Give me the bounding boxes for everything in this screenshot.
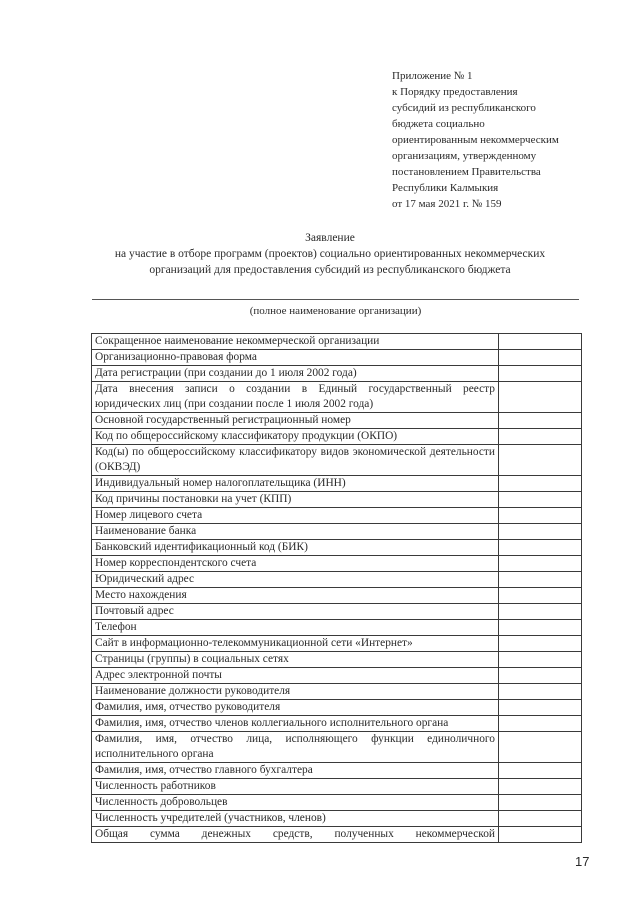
row-label: Фамилия, имя, отчество членов коллегиального исполнительного органа bbox=[92, 716, 499, 732]
row-value-cell bbox=[499, 445, 582, 476]
row-value-cell bbox=[499, 413, 582, 429]
table-row bbox=[92, 732, 582, 763]
row-label: Индивидуальный номер налогоплательщика (ИНН) bbox=[92, 476, 499, 492]
organization-name-caption: (полное наименование организации) bbox=[249, 305, 422, 317]
document-subtitle-line-1: на участие в отборе программ (проектов) социально ориентированных некоммерческих bbox=[114, 248, 546, 260]
row-value-cell bbox=[499, 604, 582, 620]
table-row bbox=[92, 366, 582, 382]
row-value-cell bbox=[499, 700, 582, 716]
row-label: Номер корреспондентского счета bbox=[92, 556, 499, 572]
appendix-line: Республики Калмыкия bbox=[392, 182, 499, 194]
table-row bbox=[92, 492, 582, 508]
table-row bbox=[92, 636, 582, 652]
table-row bbox=[92, 779, 582, 795]
appendix-line: организациям, утвержденному bbox=[392, 150, 537, 162]
page-number: 17 bbox=[575, 854, 590, 869]
row-value-cell bbox=[499, 779, 582, 795]
table-row bbox=[92, 508, 582, 524]
table-row bbox=[92, 572, 582, 588]
table-row bbox=[92, 811, 582, 827]
organization-name-line bbox=[92, 299, 579, 300]
application-form-table bbox=[91, 333, 582, 843]
row-value-cell bbox=[499, 350, 582, 366]
row-value-cell bbox=[499, 620, 582, 636]
row-label: Наименование банка bbox=[92, 524, 499, 540]
table-row bbox=[92, 524, 582, 540]
row-label: Дата регистрации (при создании до 1 июля 2002 года) bbox=[92, 366, 499, 382]
row-label: Общая сумма денежных средств, полученных некоммерческой bbox=[92, 827, 499, 843]
row-label: Организационно-правовая форма bbox=[92, 350, 499, 366]
row-label: Телефон bbox=[92, 620, 499, 636]
row-label: Банковский идентификационный код (БИК) bbox=[92, 540, 499, 556]
table-row bbox=[92, 716, 582, 732]
row-label: Код причины постановки на учет (КПП) bbox=[92, 492, 499, 508]
row-label: Сайт в информационно-телекоммуникационной сети «Интернет» bbox=[92, 636, 499, 652]
appendix-line: бюджета социально bbox=[392, 118, 485, 130]
document-title: Заявление bbox=[305, 232, 355, 244]
table-row bbox=[92, 620, 582, 636]
document-subtitle-line-2: организаций для предоставления субсидий из республиканского бюджета bbox=[149, 264, 511, 276]
row-value-cell bbox=[499, 508, 582, 524]
row-label: Фамилия, имя, отчество главного бухгалтера bbox=[92, 763, 499, 779]
row-value-cell bbox=[499, 795, 582, 811]
row-value-cell bbox=[499, 334, 582, 350]
table-row bbox=[92, 795, 582, 811]
row-value-cell bbox=[499, 524, 582, 540]
row-label: Численность добровольцев bbox=[92, 795, 499, 811]
row-value-cell bbox=[499, 366, 582, 382]
row-value-cell bbox=[499, 652, 582, 668]
row-label: Место нахождения bbox=[92, 588, 499, 604]
row-value-cell bbox=[499, 572, 582, 588]
row-value-cell bbox=[499, 763, 582, 779]
row-label: Адрес электронной почты bbox=[92, 668, 499, 684]
row-label: Дата внесения записи о создании в Единый государственный реестр юридических лиц (при создании после 1 июля 2002 года) bbox=[92, 382, 499, 413]
appendix-block bbox=[392, 68, 622, 212]
row-value-cell bbox=[499, 811, 582, 827]
row-value-cell bbox=[499, 827, 582, 843]
table-row bbox=[92, 827, 582, 843]
table-row bbox=[92, 445, 582, 476]
row-label: Код(ы) по общероссийскому классификатору видов экономической деятельности (ОКВЭД) bbox=[92, 445, 499, 476]
row-value-cell bbox=[499, 668, 582, 684]
row-value-cell bbox=[499, 588, 582, 604]
row-value-cell bbox=[499, 476, 582, 492]
row-label: Фамилия, имя, отчество лица, исполняющего функции единоличного исполнительного органа bbox=[92, 732, 499, 763]
table-row bbox=[92, 350, 582, 366]
row-label: Сокращенное наименование некоммерческой организации bbox=[92, 334, 499, 350]
table-row bbox=[92, 334, 582, 350]
row-value-cell bbox=[499, 429, 582, 445]
table-row bbox=[92, 413, 582, 429]
appendix-line: Приложение № 1 bbox=[392, 70, 473, 82]
row-label: Основной государственный регистрационный номер bbox=[92, 413, 499, 429]
appendix-line: от 17 мая 2021 г. № 159 bbox=[392, 198, 502, 210]
row-value-cell bbox=[499, 684, 582, 700]
row-value-cell bbox=[499, 492, 582, 508]
appendix-line: постановлением Правительства bbox=[392, 166, 541, 178]
row-label: Код по общероссийскому классификатору продукции (ОКПО) bbox=[92, 429, 499, 445]
row-label: Численность работников bbox=[92, 779, 499, 795]
table-row bbox=[92, 700, 582, 716]
table-row bbox=[92, 556, 582, 572]
table-row bbox=[92, 429, 582, 445]
table-row bbox=[92, 382, 582, 413]
table-row bbox=[92, 476, 582, 492]
appendix-line: к Порядку предоставления bbox=[392, 86, 518, 98]
table-row bbox=[92, 763, 582, 779]
row-label: Юридический адрес bbox=[92, 572, 499, 588]
row-value-cell bbox=[499, 540, 582, 556]
row-value-cell bbox=[499, 732, 582, 763]
row-label: Номер лицевого счета bbox=[92, 508, 499, 524]
table-row bbox=[92, 652, 582, 668]
row-value-cell bbox=[499, 556, 582, 572]
table-row bbox=[92, 588, 582, 604]
row-value-cell bbox=[499, 382, 582, 413]
row-label: Фамилия, имя, отчество руководителя bbox=[92, 700, 499, 716]
table-row bbox=[92, 604, 582, 620]
row-label: Почтовый адрес bbox=[92, 604, 499, 620]
row-value-cell bbox=[499, 636, 582, 652]
appendix-line: ориентированным некоммерческим bbox=[392, 134, 559, 146]
appendix-line: субсидий из республиканского bbox=[392, 102, 536, 114]
row-label: Наименование должности руководителя bbox=[92, 684, 499, 700]
row-value-cell bbox=[499, 716, 582, 732]
table-row bbox=[92, 540, 582, 556]
table-row bbox=[92, 684, 582, 700]
row-label: Страницы (группы) в социальных сетях bbox=[92, 652, 499, 668]
table-row bbox=[92, 668, 582, 684]
row-label: Численность учредителей (участников, членов) bbox=[92, 811, 499, 827]
